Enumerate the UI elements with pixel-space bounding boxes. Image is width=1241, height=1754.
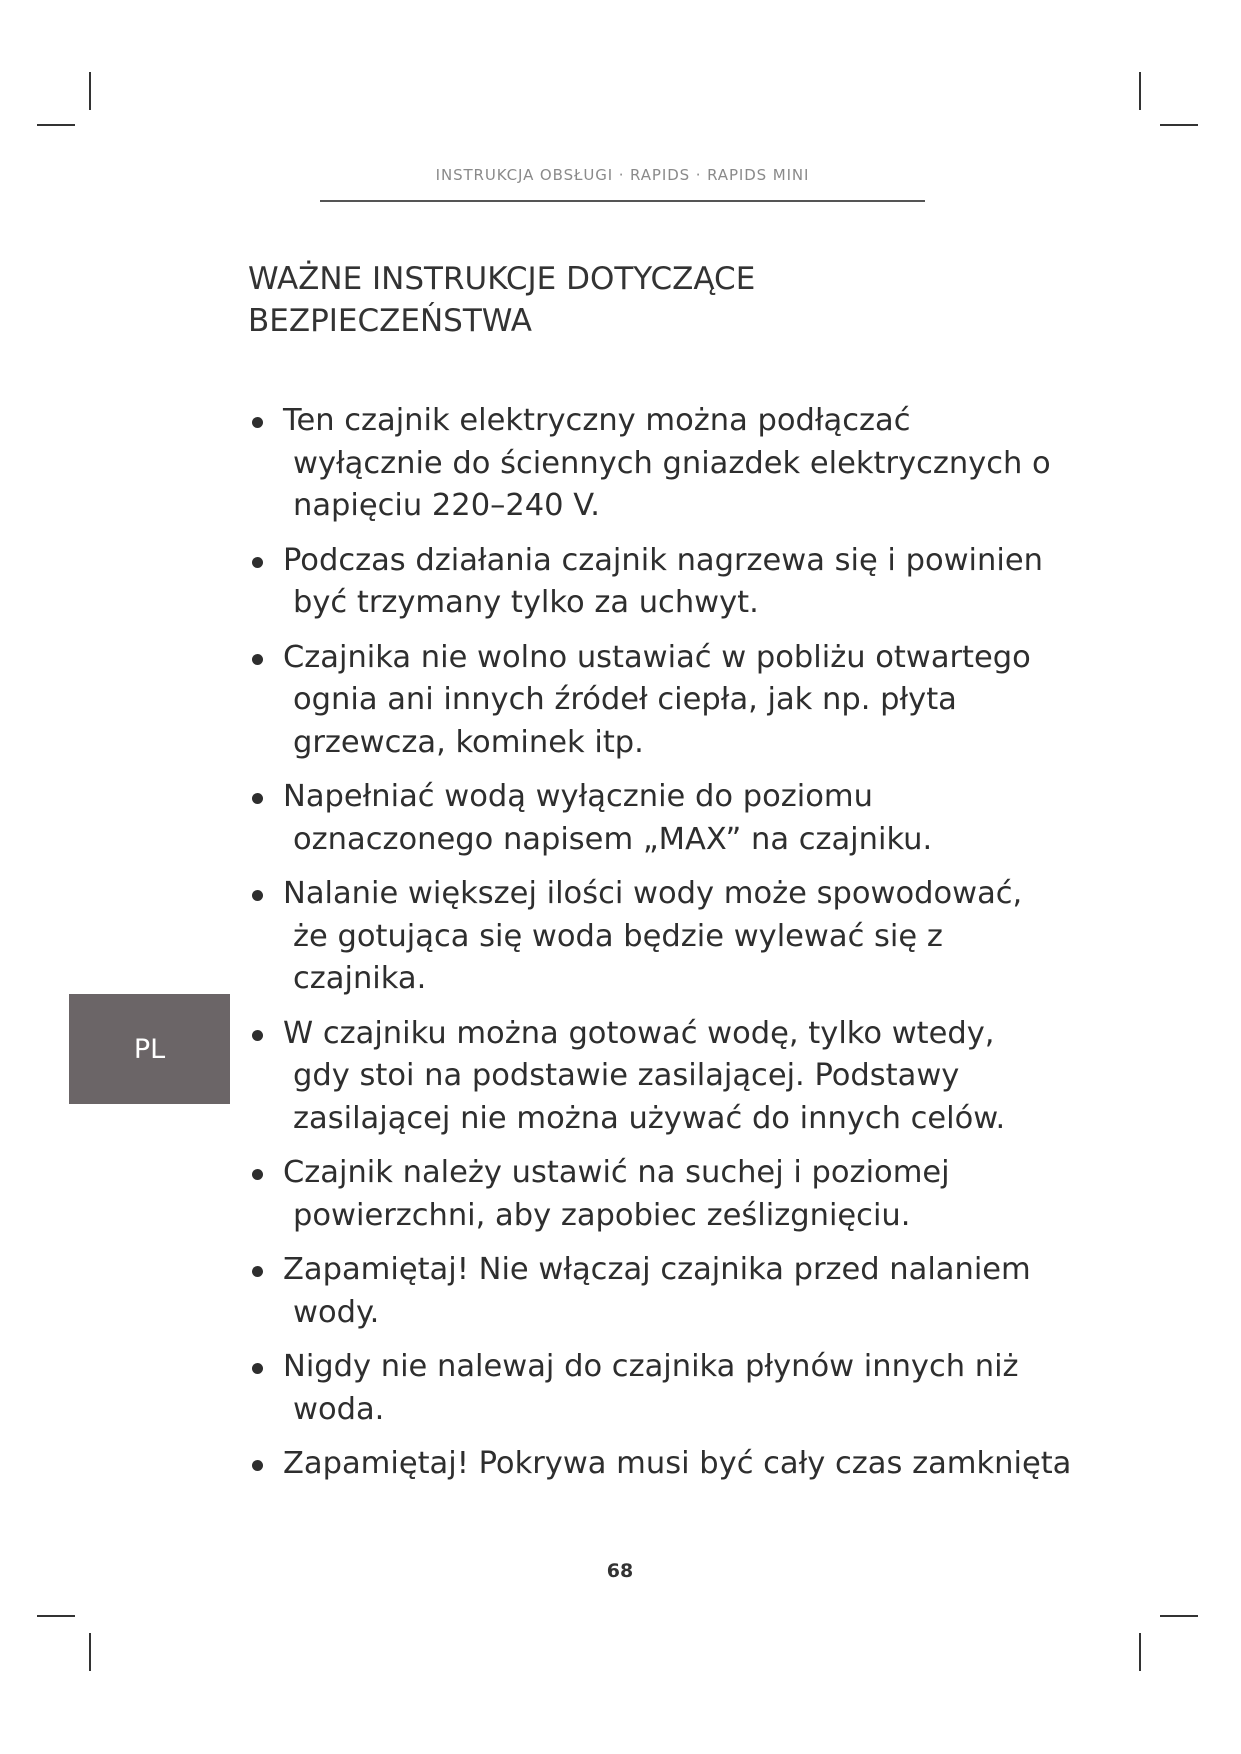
- safety-instruction-line: Zapamiętaj! Nie włączaj czajnika przed nalaniem: [283, 1252, 1031, 1287]
- safety-instruction-item: [248, 1443, 1078, 1486]
- safety-instruction-item: [248, 776, 1078, 861]
- safety-instruction-line: wyłącznie do ściennych gniazdek elektrycznych o: [293, 445, 1051, 481]
- crop-mark-bottom-left-horizontal: [37, 1615, 75, 1617]
- safety-instruction-line: ognia ani innych źródeł ciepła, jak np. płyta: [293, 682, 957, 717]
- safety-instruction-line: grzewcza, kominek itp.: [293, 724, 644, 760]
- safety-instruction-line: zasilającej nie można używać do innych celów.: [293, 1100, 1006, 1136]
- safety-instruction-item: [248, 1346, 1078, 1431]
- safety-instruction-text: [283, 540, 1078, 625]
- bullet-dot-icon: [252, 654, 263, 665]
- safety-instruction-text: [283, 637, 1078, 765]
- safety-instruction-item: [248, 400, 1078, 528]
- bullet-dot-icon: [252, 793, 263, 804]
- safety-instruction-line: Nigdy nie nalewaj do czajnika płynów innych niż: [283, 1349, 1019, 1384]
- safety-instruction-line: czajnika.: [293, 961, 427, 996]
- bullet-dot-icon: [252, 417, 263, 428]
- language-tab: PL: [69, 994, 230, 1104]
- safety-instruction-line: Napełniać wodą wyłącznie do poziomu: [283, 779, 873, 814]
- section-title-line: WAŻNE INSTRUKCJE DOTYCZĄCE: [248, 261, 756, 297]
- bullet-dot-icon: [252, 1266, 263, 1277]
- bullet-dot-icon: [252, 1460, 263, 1471]
- safety-instruction-text: [283, 1249, 1078, 1334]
- bullet-dot-icon: [252, 890, 263, 901]
- safety-instruction-line: Podczas działania czajnik nagrzewa się i powinien: [283, 542, 1043, 578]
- safety-instruction-text: [283, 1152, 1078, 1237]
- safety-instruction-line: Zapamiętaj! Pokrywa musi być cały czas zamknięta: [283, 1446, 1072, 1481]
- running-header: INSTRUKCJA OBSŁUGI · RAPIDS · RAPIDS MINI: [435, 166, 810, 184]
- safety-instruction-item: [248, 873, 1078, 1001]
- safety-instruction-item: [248, 637, 1078, 765]
- safety-instruction-line: Nalanie większej ilości wody może spowodować,: [283, 876, 1023, 911]
- bullet-dot-icon: [252, 557, 263, 568]
- section-title-line: BEZPIECZEŃSTWA: [248, 303, 532, 339]
- safety-instruction-item: [248, 1249, 1078, 1334]
- crop-mark-bottom-left-vertical: [89, 1633, 91, 1671]
- safety-instruction-item: [248, 1152, 1078, 1237]
- safety-instruction-line: powierzchni, aby zapobiec ześlizgnięciu.: [293, 1197, 911, 1233]
- crop-mark-bottom-right-vertical: [1139, 1633, 1141, 1671]
- safety-instruction-line: gdy stoi na podstawie zasilającej. Podstawy: [293, 1058, 960, 1093]
- crop-mark-top-left-horizontal: [37, 124, 75, 126]
- crop-mark-top-left-vertical: [89, 72, 91, 110]
- safety-instruction-text: [283, 873, 1078, 1001]
- bullet-dot-icon: [252, 1030, 263, 1041]
- safety-instruction-text: [283, 1013, 1078, 1141]
- safety-instruction-text: [283, 1346, 1078, 1431]
- header-rule: [320, 200, 925, 202]
- safety-instruction-line: że gotująca się woda będzie wylewać się z: [293, 918, 943, 954]
- safety-instruction-line: Czajnika nie wolno ustawiać w pobliżu otwartego: [283, 639, 1031, 675]
- crop-mark-bottom-right-horizontal: [1160, 1615, 1198, 1617]
- safety-instruction-line: napięciu 220–240 V.: [293, 488, 600, 523]
- crop-mark-top-right-horizontal: [1160, 124, 1198, 126]
- safety-instruction-text: [283, 1443, 1078, 1486]
- safety-instruction-text: [283, 776, 1078, 861]
- safety-instruction-text: [283, 400, 1078, 528]
- safety-instruction-line: oznaczonego napisem „MAX” na czajniku.: [293, 821, 933, 857]
- section-title: [248, 258, 868, 342]
- safety-instruction-line: być trzymany tylko za uchwyt.: [293, 585, 759, 620]
- safety-instruction-item: [248, 540, 1078, 625]
- safety-instructions-list: [248, 400, 1078, 1498]
- safety-instruction-line: Ten czajnik elektryczny można podłączać: [283, 403, 911, 438]
- safety-instruction-item: [248, 1013, 1078, 1141]
- bullet-dot-icon: [252, 1169, 263, 1180]
- safety-instruction-line: Czajnik należy ustawić na suchej i poziomej: [283, 1155, 950, 1190]
- page-number: 68: [606, 1560, 634, 1582]
- crop-mark-top-right-vertical: [1139, 72, 1141, 110]
- bullet-dot-icon: [252, 1363, 263, 1374]
- safety-instruction-line: wody.: [293, 1294, 380, 1330]
- safety-instruction-line: woda.: [293, 1391, 385, 1427]
- safety-instruction-line: W czajniku można gotować wodę, tylko wtedy,: [283, 1015, 995, 1051]
